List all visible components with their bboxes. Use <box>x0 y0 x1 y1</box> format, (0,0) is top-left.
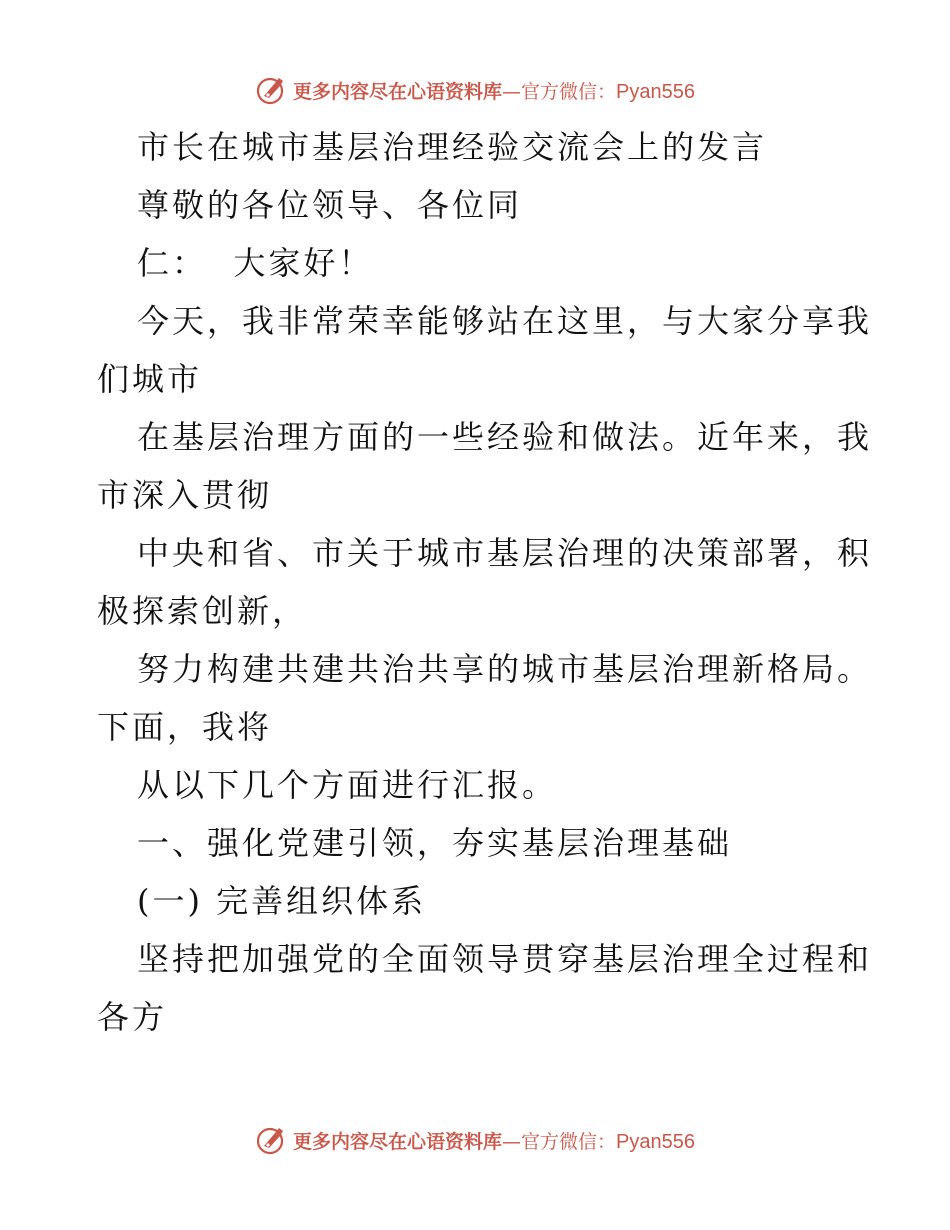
text-line: 各方 <box>97 998 168 1036</box>
text-line: 市深入贯彻 <box>97 476 273 514</box>
text-line: 们城市 <box>97 360 203 398</box>
document-body <box>97 118 873 1046</box>
section-heading: 一、强化党建引领，夯实基层治理基础 <box>137 824 733 862</box>
document-title: 市长在城市基层治理经验交流会上的发言 <box>137 128 768 166</box>
watermark-separator: — <box>502 1130 522 1153</box>
text-line: 中央和省、市关于城市基层治理的决策部署，积 <box>137 534 873 572</box>
watermark-site-text: 更多内容尽在心语资料库 <box>293 80 503 103</box>
text-line: 坚持把加强党的全面领导贯穿基层治理全过程和 <box>137 940 873 978</box>
text-line: 今天，我非常荣幸能够站在这里，与大家分享我 <box>137 302 873 340</box>
pen-nib-logo-icon <box>255 74 287 106</box>
subsection-heading: (一) 完善组织体系 <box>137 882 427 920</box>
watermark-wechat-id: Pyan556 <box>616 1130 695 1153</box>
text-line: 下面，我将 <box>97 708 273 746</box>
text-line: 仁： 大家好！ <box>137 244 374 282</box>
header-watermark <box>0 72 950 108</box>
watermark-site-text: 更多内容尽在心语资料库 <box>293 1130 503 1153</box>
footer-watermark <box>0 1122 950 1158</box>
watermark-wechat-label: 官方微信： <box>521 80 617 103</box>
text-line: 极探索创新， <box>97 592 308 630</box>
watermark-separator: — <box>502 80 522 103</box>
text-line: 努力构建共建共治共享的城市基层治理新格局。 <box>137 650 873 688</box>
pen-nib-logo-icon <box>255 1124 287 1156</box>
watermark-wechat-label: 官方微信： <box>521 1130 617 1153</box>
watermark-wechat-id: Pyan556 <box>616 80 695 103</box>
text-line: 尊敬的各位领导、各位同 <box>137 186 523 224</box>
text-line: 从以下几个方面进行汇报。 <box>137 766 558 804</box>
text-line: 在基层治理方面的一些经验和做法。近年来，我 <box>137 418 873 456</box>
